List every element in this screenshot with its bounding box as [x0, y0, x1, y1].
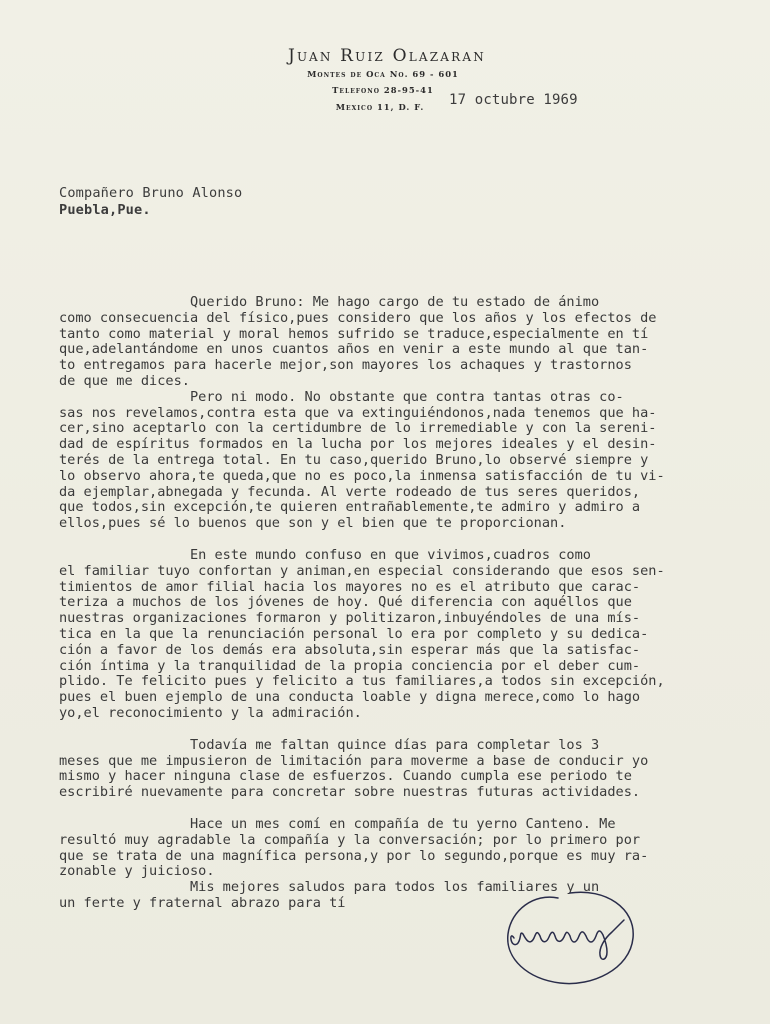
- body-line: Todavía me faltan quince días para completar los 3: [59, 736, 600, 753]
- signature-script: [511, 920, 624, 959]
- letterhead-phone: Telefono 28-95-41: [332, 85, 434, 95]
- body-line: pues el buen ejemplo de una conducta loable y digna merece,como lo hago: [59, 689, 641, 706]
- body-line: Hace un mes comí en compañía de tu yerno Canteno. Me: [59, 815, 616, 832]
- body-line: plido. Te felicito pues y felicito a tus familiares,a todos sin excepción,: [59, 673, 665, 690]
- body-line: zonable y juicioso.: [59, 863, 215, 880]
- body-line: tanto como material y moral hemos sufrido se traduce,especialmente en tí: [59, 325, 649, 342]
- body-line: Querido Bruno: Me hago cargo de tu estado de ánimo: [59, 294, 600, 310]
- paragraph-gap: [59, 532, 665, 548]
- body-line: nuestras organizaciones formaron y politizaron,inbuyéndoles de una mís-: [59, 610, 641, 627]
- body-line: cer,sino aceptarlo con la certidumbre de lo irremediable y con la sereni-: [59, 420, 657, 437]
- body-line: to entregamos para hacerle mejor,son mayores los achaques y trastornos: [59, 357, 632, 374]
- body-line: que todos,sin excepción,te quieren entrañablemente,te admiro y admiro a: [59, 499, 641, 516]
- letterhead-name: Juan Ruiz Olazaran: [288, 46, 486, 66]
- body-line: yo,el reconocimiento y la admiración.: [59, 704, 362, 721]
- body-line: Pero ni modo. No obstante que contra tantas otras co-: [59, 388, 624, 405]
- body-line: como consecuencia del físico,pues considero que los años y los efectos de: [59, 309, 657, 326]
- letter-body: [59, 295, 665, 912]
- body-line: resultó muy agradable la compañía y la conversación; por lo primero por: [59, 831, 641, 848]
- letter-date: 17 octubre 1969: [449, 92, 578, 108]
- body-line: que,adelantándome en unos cuantos años en venir a este mundo al que tan-: [59, 341, 649, 358]
- paragraph-gap: [59, 722, 665, 738]
- body-line: tica en la que la renunciación personal lo era por completo y su dedica-: [59, 625, 649, 642]
- body-line: sas nos revelamos,contra esta que va extinguiéndonos,nada tenemos que ha-: [59, 404, 657, 421]
- body-line: escribiré nuevamente para concretar sobre nuestras futuras actividades.: [59, 784, 641, 801]
- body-line: lo observo ahora,te queda,que no es poco,la inmensa satisfacción de tu vi-: [59, 467, 665, 484]
- letterhead-street: Montes de Oca No. 69 - 601: [307, 69, 459, 79]
- body-line: mismo y hacer ninguna clase de esfuerzos. Cuando cumpla ese periodo te: [59, 768, 632, 785]
- recipient-name: Compañero Bruno Alonso: [59, 185, 243, 201]
- recipient-city: Puebla,Pue.: [59, 202, 151, 218]
- body-line: un ferte y fraternal abrazo para tí: [59, 894, 346, 911]
- body-line: ción a favor de los demás era absoluta,sin esperar más que la satisfac-: [59, 641, 641, 658]
- letterhead-city: Mexico 11, D. F.: [335, 102, 425, 112]
- body-line: En este mundo confuso en que vivimos,cuadros como: [59, 546, 591, 563]
- paragraph-gap: [59, 801, 665, 817]
- body-line: teriza a muchos de los jóvenes de hoy. Qué diferencia con aquéllos que: [59, 594, 632, 611]
- body-line: Mis mejores saludos para todos los familiares y un: [59, 879, 600, 896]
- body-line: terés de la entrega total. En tu caso,querido Bruno,lo observé siempre y: [59, 451, 649, 468]
- handwritten-signature: [500, 886, 640, 988]
- body-line: el familiar tuyo confortan y animan,en especial considerando que esos sen-: [59, 562, 665, 579]
- body-line: timientos de amor filial hacia los mayores no es el atributo que carac-: [59, 578, 641, 595]
- body-line: ción íntima y la tranquilidad de la propia conciencia por el deber cum-: [59, 657, 641, 674]
- body-line: de que me dices.: [59, 372, 190, 389]
- body-line: meses que me impusieron de limitación para moverme a base de conducir yo: [59, 752, 649, 769]
- body-line: dad de espíritus formados en la lucha por los mejores ideales y el desin-: [59, 436, 657, 453]
- body-line: que se trata de una magnífica persona,y por lo segundo,porque es muy ra-: [59, 847, 649, 864]
- body-line: ellos,pues sé lo buenos que son y el bien que te proporcionan.: [59, 515, 567, 532]
- body-line: da ejemplar,abnegada y fecunda. Al verte rodeado de tus seres queridos,: [59, 483, 641, 500]
